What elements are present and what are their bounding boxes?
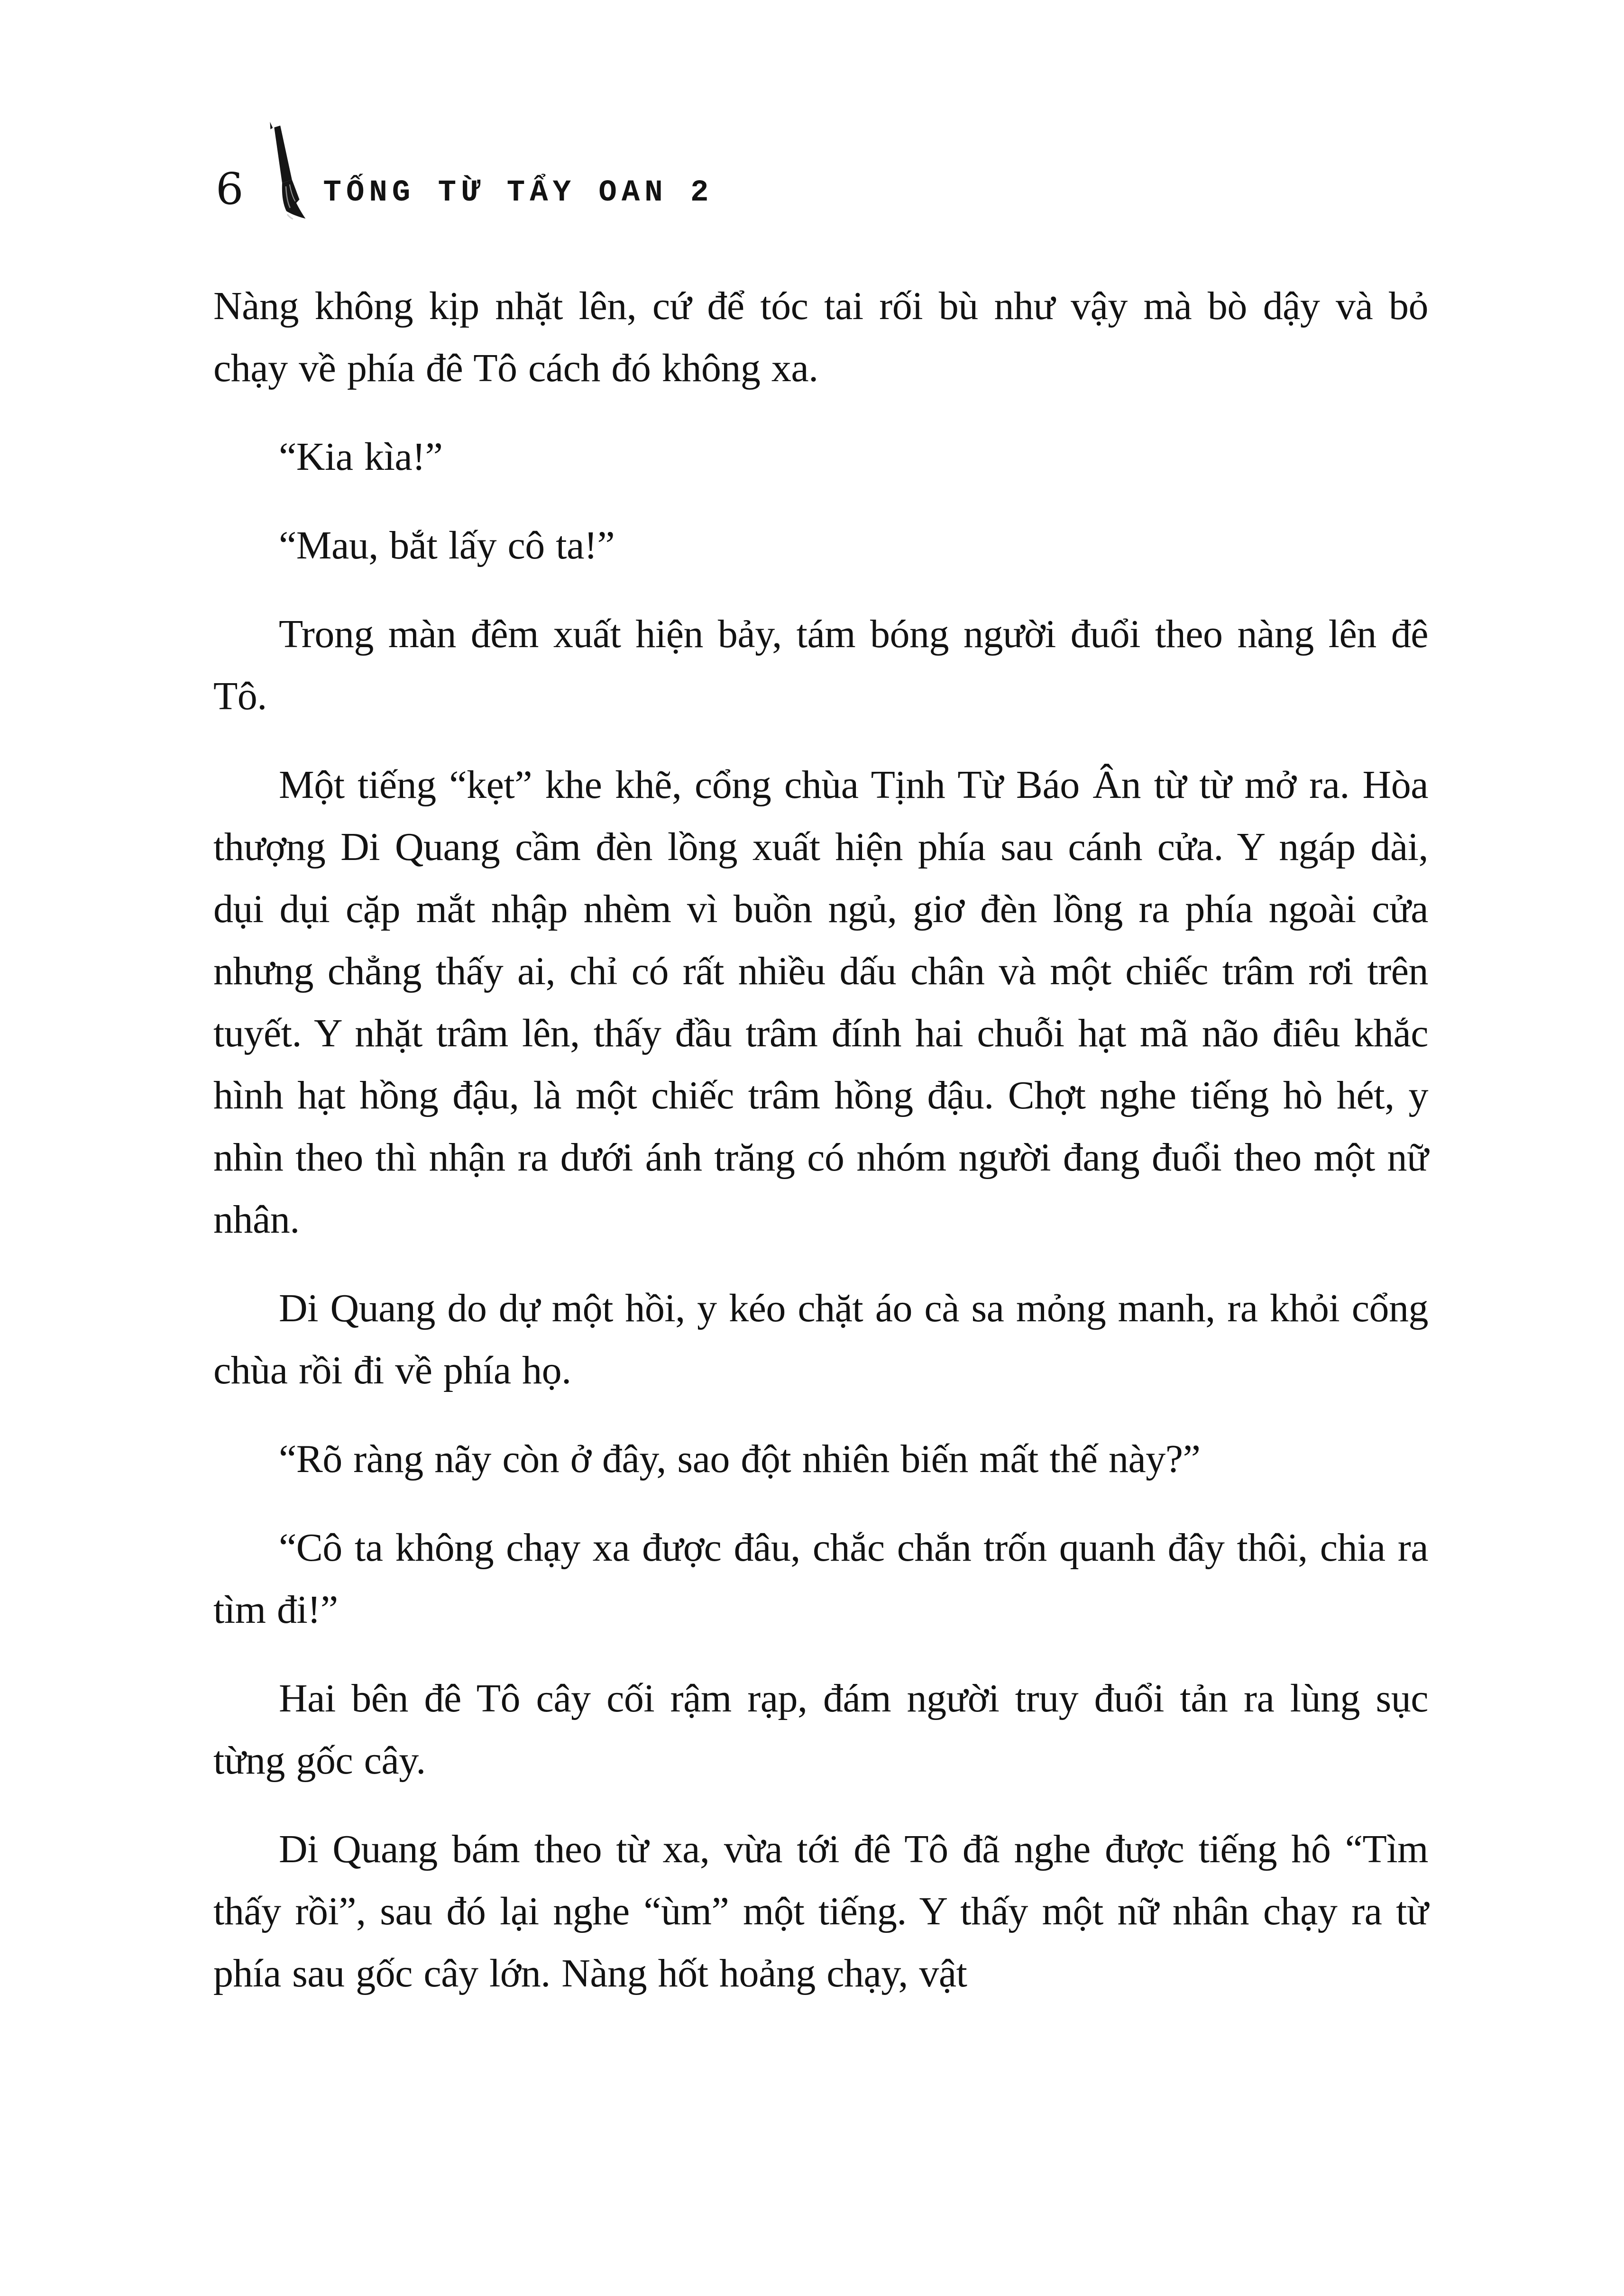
running-title: TỐNG TỪ TẨY OAN 2 bbox=[323, 176, 714, 210]
dialogue-paragraph: “Kia kìa!” bbox=[279, 435, 443, 479]
ink-brush-icon bbox=[260, 121, 307, 221]
body-paragraph: Di Quang bám theo từ xa, vừa tới đê Tô đã nghe được tiếng hô “Tìm thấy rồi”, sau đó lại nghe “ùm” một tiếng. Y thấy một nữ nhân chạy ra từ phía sau gốc cây lớn. Nàng hốt hoảng chạy, vật bbox=[213, 1827, 1428, 1995]
body-paragraph: Trong màn đêm xuất hiện bảy, tám bóng người đuổi theo nàng lên đê Tô. bbox=[213, 612, 1428, 718]
body-paragraph: Di Quang do dự một hồi, y kéo chặt áo cà sa mỏng manh, ra khỏi cổng chùa rồi đi về phía họ. bbox=[213, 1286, 1428, 1392]
body-text-block bbox=[213, 275, 1428, 2004]
dialogue-paragraph: “Cô ta không chạy xa được đâu, chắc chắn trốn quanh đây thôi, chia ra tìm đi!” bbox=[213, 1526, 1428, 1632]
page-number: 6 bbox=[216, 164, 244, 214]
page-header bbox=[216, 121, 1427, 215]
body-paragraph: Một tiếng “kẹt” khe khẽ, cổng chùa Tịnh Từ Báo Ân từ từ mở ra. Hòa thượng Di Quang cầm đèn lồng xuất hiện phía sau cánh cửa. Y ngáp dài, dụi dụi cặp mắt nhập nhèm vì buồn ngủ, giơ đèn lồng ra phía ngoài cửa nhưng chẳng thấy ai, chỉ có rất nhiều dấu chân và một chiếc trâm rơi trên tuyết. Y nhặt trâm lên, thấy đầu trâm đính hai chuỗi hạt mã não điêu khắc hình hạt hồng đậu, là một chiếc trâm hồng đậu. Chợt nghe tiếng hò hét, y nhìn theo thì nhận ra dưới ánh trăng có nhóm người đang đuổi theo một nữ nhân. bbox=[213, 763, 1428, 1242]
body-paragraph: Hai bên đê Tô cây cối rậm rạp, đám người truy đuổi tản ra lùng sục từng gốc cây. bbox=[213, 1676, 1428, 1783]
body-paragraph: Nàng không kịp nhặt lên, cứ để tóc tai rối bù như vậy mà bò dậy và bỏ chạy về phía đê Tô cách đó không xa. bbox=[213, 284, 1428, 390]
dialogue-paragraph: “Rõ ràng nãy còn ở đây, sao đột nhiên biến mất thế này?” bbox=[279, 1437, 1201, 1481]
dialogue-paragraph: “Mau, bắt lấy cô ta!” bbox=[279, 523, 615, 567]
